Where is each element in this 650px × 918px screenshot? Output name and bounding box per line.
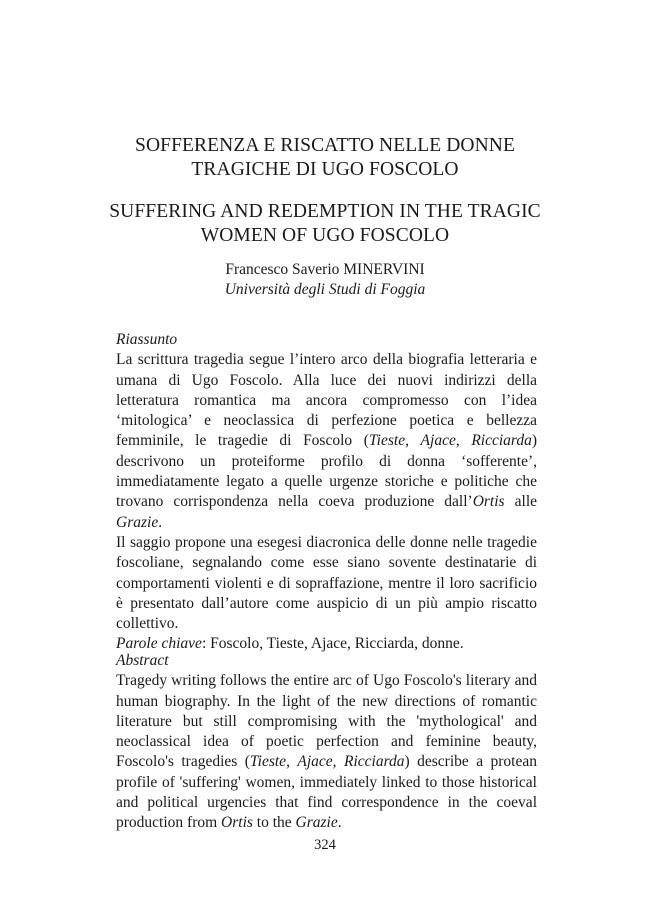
- riassunto-title-ricciarda: Ricciarda: [471, 432, 532, 450]
- riassunto-paragraph-2: Il saggio propone una esegesi diacronica delle donne nelle tragedie foscoliane, segnalando come esse siano sovente destinatarie di comportamenti violenti e di sopraffazione, mentre il loro sacrificio è presentato dall’autore come auspicio di un più ampio riscatto collettivo.: [116, 533, 537, 633]
- abstract-title-ortis: Ortis: [221, 814, 253, 832]
- keywords-text: : Foscolo, Tieste, Ajace, Ricciarda, donne.: [201, 635, 464, 653]
- abstract-text-b: ) describe a protean profile of 'suffering' women, immediately linked to those historical and political urgencies that find correspondence in the coeval production from: [116, 753, 537, 832]
- english-title-line-2: WOMEN OF UGO FOSCOLO: [200, 225, 450, 246]
- riassunto-text-end: .: [158, 513, 163, 531]
- keywords-label: Parole chiave: [116, 635, 202, 653]
- abstract-sep-1: ,: [286, 753, 298, 771]
- abstract-title-ajace: Ajace: [297, 753, 333, 771]
- english-title-line-1: SUFFERING AND REDEMPTION IN THE TRAGIC: [109, 201, 541, 222]
- italian-title-line-1: SOFFERENZA E RISCATTO NELLE DONNE: [135, 135, 515, 156]
- abstract-title-ricciarda: Ricciarda: [343, 753, 405, 771]
- riassunto-paragraph-1: [116, 350, 537, 533]
- author-block: [0, 260, 650, 300]
- english-title: [0, 200, 650, 248]
- riassunto-title-grazie: Grazie: [116, 513, 159, 531]
- abstract-title-tieste: Tieste: [249, 753, 287, 771]
- abstract-text-c: to the: [252, 814, 296, 832]
- riassunto-text-b: ) descrivono un proteiforme profilo di donna ‘sofferente’, immediatamente legato a quelle urgenze storiche e politiche che trovano corrispondenza nella coeva produzione dall’: [116, 432, 538, 511]
- abstract-heading: Abstract: [116, 652, 169, 669]
- riassunto-title-ortis: Ortis: [472, 493, 505, 511]
- author-name: Francesco Saverio MINERVINI: [225, 261, 425, 278]
- abstract-paragraph-1: [116, 671, 537, 833]
- riassunto-sep-1: ,: [405, 432, 421, 450]
- page-number: 324: [314, 837, 336, 853]
- riassunto-text-c: alle: [504, 493, 538, 511]
- abstract-sep-2: ,: [332, 753, 344, 771]
- italian-title: [0, 134, 650, 182]
- riassunto-title-tieste: Tieste: [368, 432, 406, 450]
- riassunto-title-ajace: Ajace: [420, 432, 456, 450]
- abstract-text-end: .: [337, 814, 342, 832]
- abstract-title-grazie: Grazie: [295, 814, 338, 832]
- riassunto-sep-2: ,: [455, 432, 472, 450]
- author-affiliation: Università degli Studi di Foggia: [224, 281, 426, 298]
- riassunto-text-a: La scrittura tragedia segue l’intero arco della biografia letteraria e umana di Ugo Foscolo. Alla luce dei nuovi indirizzi della letteratura romantica ma ancora compromesso con l’idea ‘mitologica’ e neoclassica di perfezione poetica e bellezza femminile, le tragedie di Foscolo (: [116, 351, 537, 450]
- abstract-text-a: Tragedy writing follows the entire arc of Ugo Foscolo's literary and human biography. In the light of the new directions of romantic literature but still compromising with the 'mythological' and neoclassical idea of poetic perfection and feminine beauty, Foscolo's tragedies (: [116, 672, 537, 771]
- italian-title-line-2: TRAGICHE DI UGO FOSCOLO: [191, 159, 459, 180]
- abstract-section: [116, 651, 537, 834]
- riassunto-heading: Riassunto: [116, 331, 178, 348]
- riassunto-section: [116, 330, 537, 655]
